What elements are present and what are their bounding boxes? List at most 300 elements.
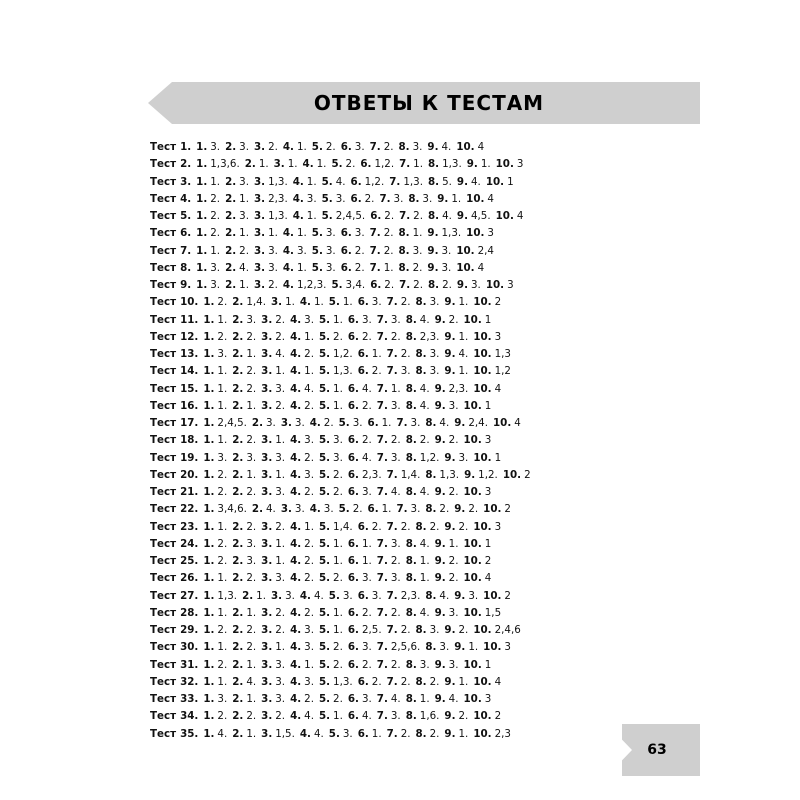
- test-number: 11.: [180, 313, 199, 326]
- answer-value: 2.: [439, 503, 450, 516]
- answer-value: 1.: [275, 434, 286, 447]
- answer-value: 3.: [306, 192, 317, 205]
- answer-value: 1,5.: [275, 727, 295, 740]
- test-label: Тест: [150, 382, 177, 395]
- question-number: 2.: [232, 382, 244, 395]
- answer-value: 3.: [410, 503, 421, 516]
- test-number: 20.: [180, 468, 199, 481]
- question-number: 2.: [232, 486, 244, 498]
- question-number: 2.: [242, 589, 254, 602]
- question-number: 8.: [398, 227, 410, 240]
- answer-value: 3.: [412, 244, 423, 257]
- question-number: 9.: [444, 727, 456, 740]
- question-number: 7.: [369, 227, 381, 240]
- question-number: 4.: [292, 175, 304, 188]
- question-number: 7.: [399, 210, 411, 222]
- question-number: 7.: [376, 451, 388, 464]
- answer-value: 1.: [458, 296, 469, 309]
- answer-value: 1,2,3.: [296, 279, 327, 291]
- question-number: 6.: [347, 641, 359, 654]
- answer-value: 2.: [412, 261, 423, 274]
- question-number: 8.: [428, 158, 440, 171]
- test-number: 25.: [180, 555, 199, 567]
- answer-value: 1.: [217, 606, 228, 619]
- question-number: 8.: [398, 141, 410, 153]
- answer-value: 3.: [390, 399, 401, 412]
- answer-value: 1.: [246, 468, 257, 481]
- answer-value: 2.: [217, 537, 228, 550]
- question-number: 8.: [405, 486, 417, 498]
- question-number: 10.: [473, 296, 492, 309]
- question-number: 3.: [261, 710, 273, 723]
- answer-value: 2.: [275, 624, 286, 636]
- answer-value: 3.: [429, 296, 440, 309]
- answer-value: 3: [484, 486, 492, 498]
- answer-value: 2.: [275, 710, 286, 723]
- question-number: 5.: [311, 261, 323, 274]
- question-number: 4.: [290, 468, 302, 481]
- question-number: 7.: [376, 658, 388, 671]
- question-number: 5.: [318, 313, 331, 326]
- answer-value: 2.: [325, 141, 336, 153]
- question-number: 10.: [495, 158, 514, 171]
- question-number: 7.: [386, 296, 398, 309]
- question-number: 7.: [376, 693, 388, 705]
- answer-value: 3: [494, 520, 502, 533]
- question-number: 6.: [347, 330, 359, 343]
- answer-value: 2.: [448, 434, 459, 447]
- answer-value: 2.: [268, 141, 278, 153]
- question-number: 8.: [415, 365, 427, 378]
- question-number: 8.: [415, 727, 427, 740]
- answer-row: [150, 346, 670, 363]
- question-number: 6.: [370, 279, 382, 291]
- answer-value: 1,2.: [333, 348, 353, 360]
- answer-value: 1.: [217, 365, 228, 378]
- answer-value: 2.: [275, 399, 286, 412]
- question-number: 1.: [203, 399, 215, 412]
- answer-value: 1.: [239, 279, 249, 291]
- question-number: 6.: [340, 227, 352, 240]
- question-number: 5.: [338, 503, 350, 516]
- answer-value: 2.: [400, 624, 411, 636]
- answer-value: 1.: [246, 399, 257, 412]
- question-number: 10.: [473, 520, 492, 533]
- answer-value: 1.: [275, 641, 286, 654]
- question-number: 2.: [232, 710, 244, 723]
- answer-value: 3.: [246, 537, 257, 550]
- question-number: 7.: [389, 175, 401, 188]
- question-number: 3.: [261, 555, 273, 567]
- answer-value: 1.: [246, 658, 257, 671]
- answer-row: [150, 260, 670, 277]
- answer-value: 3.: [448, 658, 459, 671]
- question-number: 9.: [444, 365, 456, 378]
- question-number: 1.: [203, 382, 215, 395]
- answer-row: [150, 553, 670, 570]
- test-label: Тест: [150, 141, 177, 153]
- answer-value: 3.: [354, 141, 365, 153]
- question-number: 4.: [290, 693, 302, 705]
- answer-value: 1.: [287, 158, 298, 171]
- answer-value: 2.: [323, 417, 334, 429]
- test-number: 12.: [180, 330, 199, 343]
- question-number: 10.: [466, 192, 485, 205]
- question-number: 4.: [282, 261, 294, 274]
- answer-value: 2.: [384, 279, 395, 291]
- question-number: 1.: [196, 244, 208, 257]
- question-number: 4.: [290, 399, 302, 412]
- question-number: 9.: [434, 434, 446, 447]
- answer-value: 2.: [384, 210, 395, 222]
- test-label: Тест: [150, 589, 177, 602]
- answer-row: [150, 156, 670, 173]
- answer-value: 3,4.: [345, 279, 366, 291]
- answer-value: 2.: [383, 227, 394, 240]
- answer-value: 3.: [390, 572, 401, 585]
- question-number: 4.: [290, 710, 302, 723]
- test-label: Тест: [150, 503, 177, 516]
- question-number: 2.: [232, 537, 244, 550]
- question-number: 10.: [483, 589, 502, 602]
- question-number: 10.: [463, 399, 482, 412]
- answer-row: [150, 588, 670, 605]
- answer-value: 1,3: [494, 348, 511, 360]
- question-number: 9.: [456, 175, 468, 188]
- answer-value: 2.: [371, 675, 382, 688]
- question-number: 8.: [428, 175, 440, 188]
- test-label: Тест: [150, 330, 177, 343]
- question-number: 5.: [318, 537, 331, 550]
- test-label: Тест: [150, 296, 177, 309]
- answer-value: 4.: [439, 589, 450, 602]
- question-number: 5.: [318, 624, 331, 636]
- answer-value: 2.: [364, 192, 375, 205]
- test-number: 35.: [180, 727, 199, 740]
- question-number: 2.: [232, 451, 244, 464]
- answer-value: 1.: [296, 141, 307, 153]
- question-number: 6.: [347, 658, 359, 671]
- answer-value: 3.: [354, 227, 365, 240]
- answer-value: 3.: [304, 641, 314, 654]
- question-number: 5.: [328, 296, 340, 309]
- answer-value: 1.: [210, 244, 221, 257]
- answer-row: [150, 639, 670, 656]
- question-number: 3.: [261, 520, 273, 533]
- question-number: 2.: [225, 141, 237, 153]
- question-number: 8.: [405, 313, 417, 326]
- question-number: 9.: [434, 313, 446, 326]
- answer-row: [150, 381, 670, 398]
- question-number: 2.: [232, 606, 244, 619]
- answer-row: [150, 363, 670, 380]
- answer-row: [150, 208, 670, 225]
- answer-row: [150, 174, 670, 191]
- question-number: 3.: [261, 572, 273, 585]
- question-number: 4.: [290, 382, 302, 395]
- question-number: 5.: [318, 468, 331, 481]
- question-number: 10.: [456, 244, 475, 257]
- question-number: 6.: [340, 261, 352, 274]
- answers-list: [150, 139, 670, 743]
- question-number: 9.: [427, 141, 439, 153]
- question-number: 9.: [444, 330, 456, 343]
- answer-value: 1.: [480, 158, 491, 171]
- question-number: 8.: [405, 382, 417, 395]
- test-number: 29.: [180, 624, 199, 636]
- question-number: 10.: [473, 710, 492, 723]
- question-number: 4.: [290, 606, 302, 619]
- answer-value: 3.: [390, 313, 401, 326]
- question-number: 10.: [463, 693, 482, 705]
- test-number: 6.: [180, 227, 192, 240]
- answer-value: 4: [477, 141, 485, 153]
- question-number: 10.: [502, 468, 522, 481]
- question-number: 4.: [290, 486, 302, 498]
- answer-value: 4.: [458, 348, 469, 360]
- answer-value: 1,6.: [419, 710, 440, 723]
- answer-value: 2.: [333, 658, 343, 671]
- question-number: 7.: [399, 158, 411, 171]
- answer-value: 3.: [294, 417, 305, 429]
- answer-value: 2,3.: [448, 382, 469, 395]
- question-number: 6.: [347, 693, 359, 705]
- answer-value: 2,3.: [361, 468, 382, 481]
- answer-value: 3.: [371, 589, 382, 602]
- question-number: 6.: [350, 192, 362, 205]
- question-number: 8.: [425, 641, 437, 654]
- answer-value: 2.: [304, 693, 314, 705]
- answer-value: 4.: [361, 710, 372, 723]
- question-number: 4.: [309, 503, 321, 516]
- question-number: 9.: [444, 451, 456, 464]
- answer-value: 4.: [313, 589, 324, 602]
- answer-value: 3.: [429, 365, 440, 378]
- answer-value: 1.: [468, 641, 479, 654]
- question-number: 6.: [347, 451, 359, 464]
- answer-value: 3.: [333, 434, 343, 447]
- answer-value: 3.: [239, 175, 249, 188]
- answer-value: 1,2.: [374, 158, 395, 171]
- answer-value: 3.: [304, 434, 314, 447]
- answer-value: 2.: [390, 555, 401, 567]
- answer-value: 2,5.: [361, 624, 382, 636]
- answer-row: [150, 139, 670, 156]
- answer-value: 2.: [419, 434, 430, 447]
- test-number: 26.: [180, 572, 199, 585]
- question-number: 2.: [232, 330, 244, 343]
- answer-value: 3.: [412, 141, 423, 153]
- answer-value: 3.: [304, 675, 314, 688]
- question-number: 3.: [280, 503, 292, 516]
- question-number: 7.: [396, 503, 408, 516]
- answer-value: 3: [484, 434, 492, 447]
- answer-value: 1,3.: [268, 175, 288, 188]
- question-number: 9.: [434, 555, 446, 567]
- question-number: 2.: [225, 261, 237, 274]
- question-number: 7.: [376, 313, 388, 326]
- answer-value: 2.: [268, 279, 278, 291]
- question-number: 1.: [196, 279, 208, 291]
- test-label: Тест: [150, 468, 177, 481]
- question-number: 6.: [347, 555, 359, 567]
- answer-value: 2.: [333, 486, 343, 498]
- answer-value: 2.: [361, 399, 372, 412]
- answer-value: 4.: [419, 537, 430, 550]
- question-number: 7.: [376, 710, 388, 723]
- answer-value: 3.: [361, 693, 372, 705]
- answer-value: 2.: [333, 572, 343, 585]
- answer-value: 3.: [217, 451, 228, 464]
- question-number: 7.: [386, 348, 398, 360]
- question-number: 10.: [456, 261, 475, 274]
- answer-value: 1: [484, 399, 492, 412]
- answer-value: 3.: [458, 451, 469, 464]
- question-number: 8.: [428, 210, 440, 222]
- answer-value: 3: [487, 227, 494, 240]
- question-number: 6.: [347, 624, 359, 636]
- question-number: 10.: [473, 330, 492, 343]
- question-number: 5.: [321, 210, 333, 222]
- answer-value: 1.: [412, 227, 423, 240]
- answer-value: 1,3,6.: [210, 158, 240, 171]
- answer-value: 4.: [470, 175, 481, 188]
- question-number: 1.: [203, 313, 215, 326]
- question-number: 4.: [290, 451, 302, 464]
- answer-value: 3: [516, 158, 524, 171]
- question-number: 1.: [203, 589, 215, 602]
- question-number: 5.: [318, 520, 331, 533]
- answer-value: 2,4,5.: [217, 417, 247, 429]
- question-number: 6.: [347, 537, 359, 550]
- answer-value: 3.: [275, 658, 286, 671]
- answer-value: 2.: [383, 141, 394, 153]
- test-label: Тест: [150, 710, 177, 723]
- answer-value: 3.: [275, 675, 286, 688]
- test-number: 18.: [180, 434, 199, 447]
- answer-value: 2.: [217, 486, 228, 498]
- test-number: 22.: [180, 503, 199, 516]
- question-number: 5.: [318, 693, 331, 705]
- answer-row: [150, 191, 670, 208]
- answer-value: 3.: [448, 399, 459, 412]
- question-number: 10.: [473, 624, 492, 636]
- test-label: Тест: [150, 658, 177, 671]
- answer-value: 3.: [342, 727, 353, 740]
- test-number: 3.: [180, 175, 192, 188]
- question-number: 3.: [253, 210, 266, 222]
- answer-value: 1.: [217, 399, 228, 412]
- answer-value: 1.: [371, 727, 382, 740]
- question-number: 5.: [318, 606, 331, 619]
- test-label: Тест: [150, 279, 177, 291]
- answer-value: 4.: [441, 141, 452, 153]
- question-number: 10.: [463, 572, 482, 585]
- answer-row: [150, 605, 670, 622]
- answer-value: 3: [507, 279, 514, 291]
- answer-value: 2.: [217, 468, 228, 481]
- answer-value: 4.: [313, 727, 324, 740]
- answer-value: 3.: [304, 313, 314, 326]
- answer-value: 2.: [458, 520, 469, 533]
- question-number: 7.: [376, 537, 388, 550]
- answer-value: 3: [504, 641, 511, 654]
- test-number: 24.: [180, 537, 199, 550]
- test-number: 33.: [180, 693, 199, 705]
- answer-value: 2.: [429, 520, 440, 533]
- question-number: 5.: [321, 192, 333, 205]
- question-number: 9.: [444, 296, 456, 309]
- answer-value: 1.: [210, 175, 221, 188]
- answer-value: 2.: [448, 555, 459, 567]
- answer-value: 2.: [239, 244, 249, 257]
- question-number: 6.: [360, 158, 372, 171]
- question-number: 5.: [318, 382, 331, 395]
- question-number: 3.: [261, 641, 273, 654]
- answer-row: [150, 432, 670, 449]
- answer-value: 1,2.: [478, 468, 498, 481]
- question-number: 4.: [290, 365, 302, 378]
- answer-value: 2.: [390, 658, 401, 671]
- question-number: 2.: [232, 348, 244, 360]
- question-number: 10.: [483, 503, 502, 516]
- question-number: 10.: [463, 555, 482, 567]
- answer-value: 2.: [217, 296, 228, 309]
- question-number: 5.: [331, 279, 343, 291]
- answer-value: 1.: [419, 555, 430, 567]
- question-number: 7.: [386, 365, 398, 378]
- answer-value: 1.: [217, 520, 228, 533]
- answer-value: 2.: [390, 606, 401, 619]
- answer-value: 1.: [333, 555, 343, 567]
- question-number: 4.: [290, 624, 302, 636]
- answer-value: 3.: [246, 555, 257, 567]
- answer-value: 4.: [239, 261, 249, 274]
- answer-value: 2.: [246, 641, 257, 654]
- answer-value: 4.: [439, 417, 450, 429]
- answer-value: 2.: [246, 520, 257, 533]
- question-number: 7.: [369, 141, 381, 153]
- question-number: 10.: [463, 434, 482, 447]
- question-number: 3.: [261, 451, 273, 464]
- answer-value: 1.: [217, 675, 228, 688]
- question-number: 9.: [444, 348, 456, 360]
- answer-row: [150, 674, 670, 691]
- answer-value: 3.: [429, 624, 440, 636]
- answer-value: 1.: [304, 365, 314, 378]
- question-number: 10.: [463, 537, 482, 550]
- answer-value: 3.: [325, 227, 336, 240]
- question-number: 8.: [405, 451, 417, 464]
- question-number: 8.: [425, 417, 437, 429]
- answer-value: 4.: [304, 710, 314, 723]
- test-number: 28.: [180, 606, 199, 619]
- question-number: 1.: [203, 606, 215, 619]
- answer-value: 1.: [258, 158, 269, 171]
- question-number: 6.: [347, 572, 359, 585]
- answer-value: 3.: [361, 313, 372, 326]
- question-number: 10.: [485, 175, 505, 188]
- question-number: 3.: [261, 537, 273, 550]
- question-number: 9.: [427, 227, 439, 240]
- answer-value: 2.: [333, 330, 343, 343]
- question-number: 4.: [282, 227, 294, 240]
- question-number: 1.: [203, 727, 215, 740]
- question-number: 4.: [299, 589, 311, 602]
- answer-value: 2.: [354, 244, 365, 257]
- answer-value: 1.: [381, 503, 392, 516]
- question-number: 8.: [405, 537, 417, 550]
